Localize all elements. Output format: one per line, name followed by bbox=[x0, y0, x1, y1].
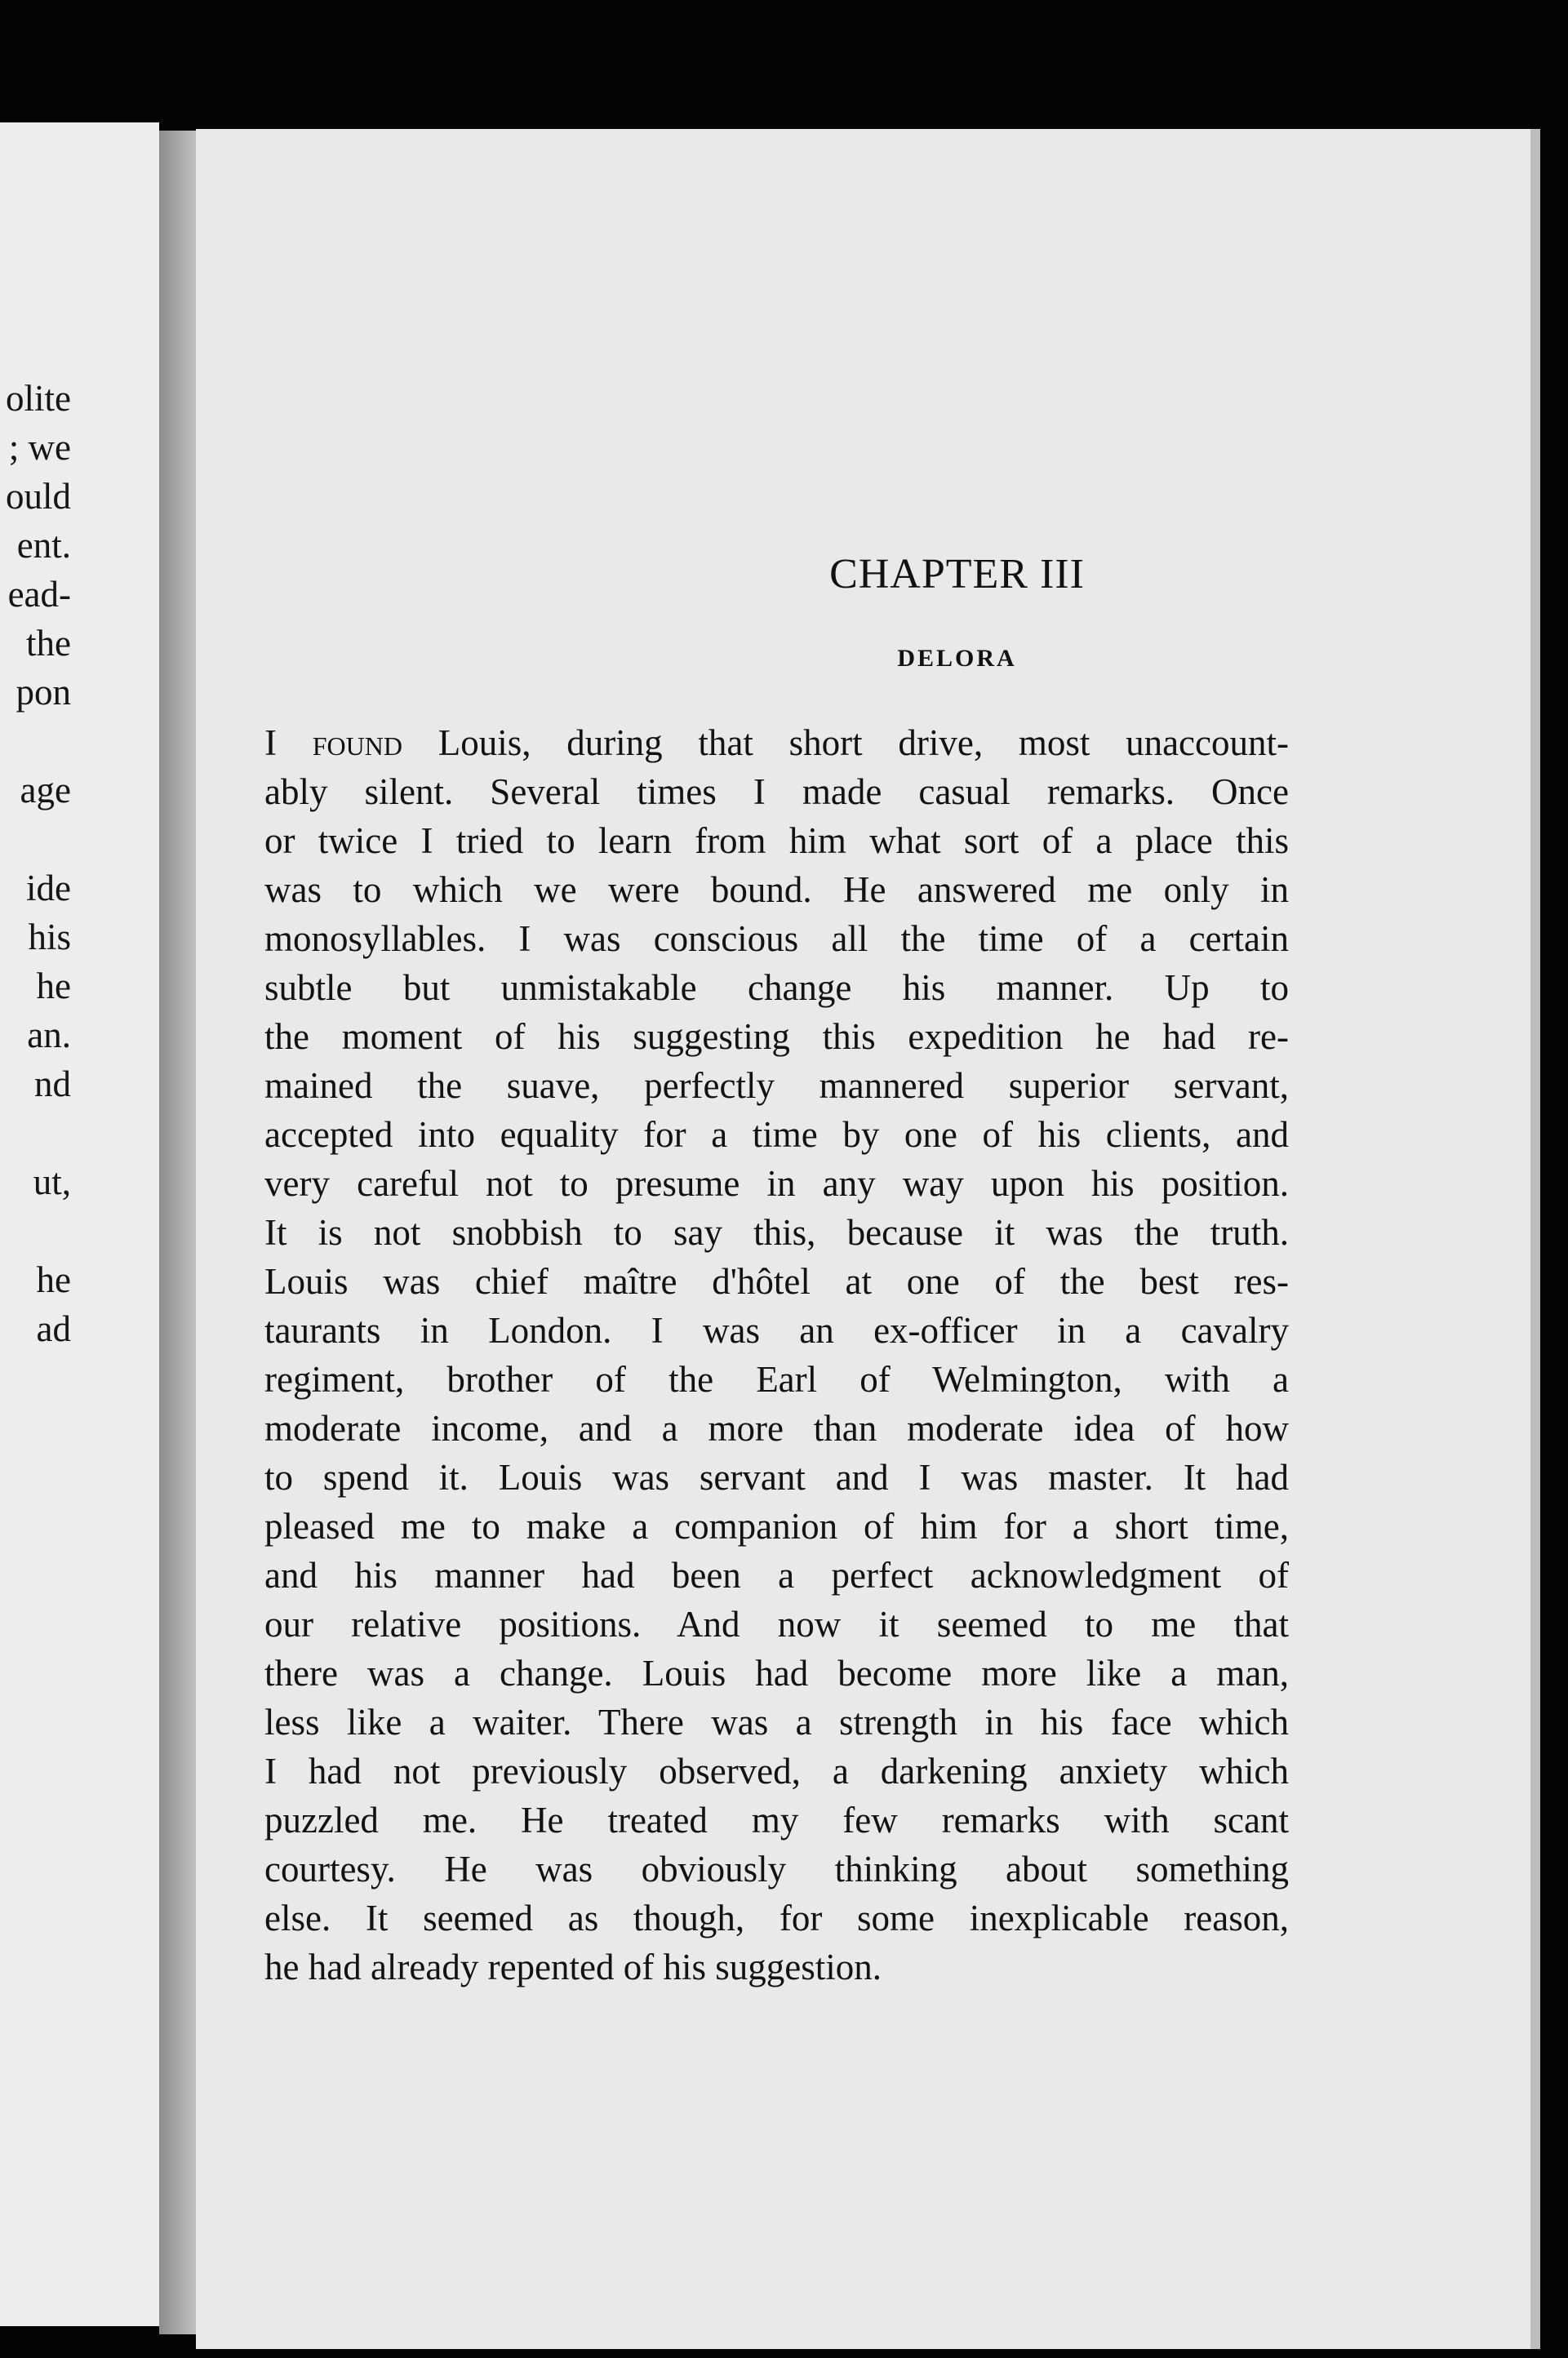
chapter-subtitle: DELORA bbox=[897, 645, 1017, 672]
text-line: there was a change. Louis had become more like a man, bbox=[264, 1653, 1289, 1694]
text-line bbox=[264, 718, 1289, 767]
text-line: was to which we were bound. He answered me only in bbox=[264, 869, 1289, 910]
text-line: taurants in London. I was an ex-officer in a cavalry bbox=[264, 1310, 1289, 1351]
previous-page-line: his bbox=[28, 917, 71, 957]
previous-page-line: ould bbox=[5, 476, 71, 517]
previous-page-line: ide bbox=[26, 868, 71, 908]
book-page bbox=[196, 129, 1530, 2349]
previous-page-fragment bbox=[0, 122, 159, 2326]
text-line: he had already repented of his suggestion. bbox=[264, 1947, 882, 1987]
previous-page-line: the bbox=[26, 623, 71, 664]
text-line: ably silent. Several times I made casual remarks. Once bbox=[264, 771, 1289, 812]
opening-words: I found bbox=[264, 722, 402, 763]
previous-page-line: olite bbox=[6, 378, 71, 419]
text-line: moderate income, and a more than moderate idea of how bbox=[264, 1408, 1289, 1449]
first-line-text: Louis, during that short drive, most unaccount- bbox=[402, 722, 1289, 763]
text-line: regiment, brother of the Earl of Welmington, with a bbox=[264, 1359, 1289, 1400]
text-line: mained the suave, perfectly mannered superior servant, bbox=[264, 1065, 1289, 1106]
text-line: very careful not to presume in any way upon his position. bbox=[264, 1163, 1289, 1204]
text-line: the moment of his suggesting this expedition he had re- bbox=[264, 1016, 1289, 1057]
previous-page-line: an. bbox=[27, 1015, 71, 1055]
text-line: accepted into equality for a time by one of his clients, and bbox=[264, 1114, 1289, 1155]
previous-page-line: ad bbox=[36, 1308, 71, 1349]
text-line: or twice I tried to learn from him what sort of a place this bbox=[264, 820, 1289, 861]
previous-page-line: age bbox=[20, 770, 71, 810]
previous-page-line: ead- bbox=[7, 574, 71, 615]
text-line: Louis was chief maître d'hôtel at one of the best res- bbox=[264, 1261, 1289, 1302]
text-line: monosyllables. I was conscious all the time of a certain bbox=[264, 918, 1289, 959]
text-line: I had not previously observed, a darkening anxiety which bbox=[264, 1751, 1289, 1792]
chapter-title: CHAPTER III bbox=[829, 551, 1085, 597]
text-line: our relative positions. And now it seemed to me that bbox=[264, 1604, 1289, 1645]
text-line: courtesy. He was obviously thinking about something bbox=[264, 1849, 1289, 1890]
previous-page-line: he bbox=[36, 1259, 71, 1300]
previous-page-line: ; we bbox=[8, 427, 71, 468]
text-line: to spend it. Louis was servant and I was master. It had bbox=[264, 1457, 1289, 1498]
text-line: and his manner had been a perfect acknowledgment of bbox=[264, 1555, 1289, 1596]
page-edge bbox=[1530, 129, 1540, 2349]
text-line: less like a waiter. There was a strength in his face which bbox=[264, 1702, 1289, 1743]
previous-page-line: nd bbox=[34, 1064, 71, 1104]
text-line: pleased me to make a companion of him for a short time, bbox=[264, 1506, 1289, 1547]
previous-page-line: ent. bbox=[16, 525, 71, 566]
previous-page-line: pon bbox=[16, 672, 71, 713]
previous-page-line: ut, bbox=[33, 1161, 71, 1202]
text-line: It is not snobbish to say this, because it was the truth. bbox=[264, 1212, 1289, 1253]
text-line: puzzled me. He treated my few remarks with scant bbox=[264, 1800, 1289, 1841]
chapter-body bbox=[264, 718, 1289, 1992]
text-line: else. It seemed as though, for some inexplicable reason, bbox=[264, 1898, 1289, 1938]
text-line: subtle but unmistakable change his manner. Up to bbox=[264, 967, 1289, 1008]
previous-page-line: he bbox=[36, 966, 71, 1006]
